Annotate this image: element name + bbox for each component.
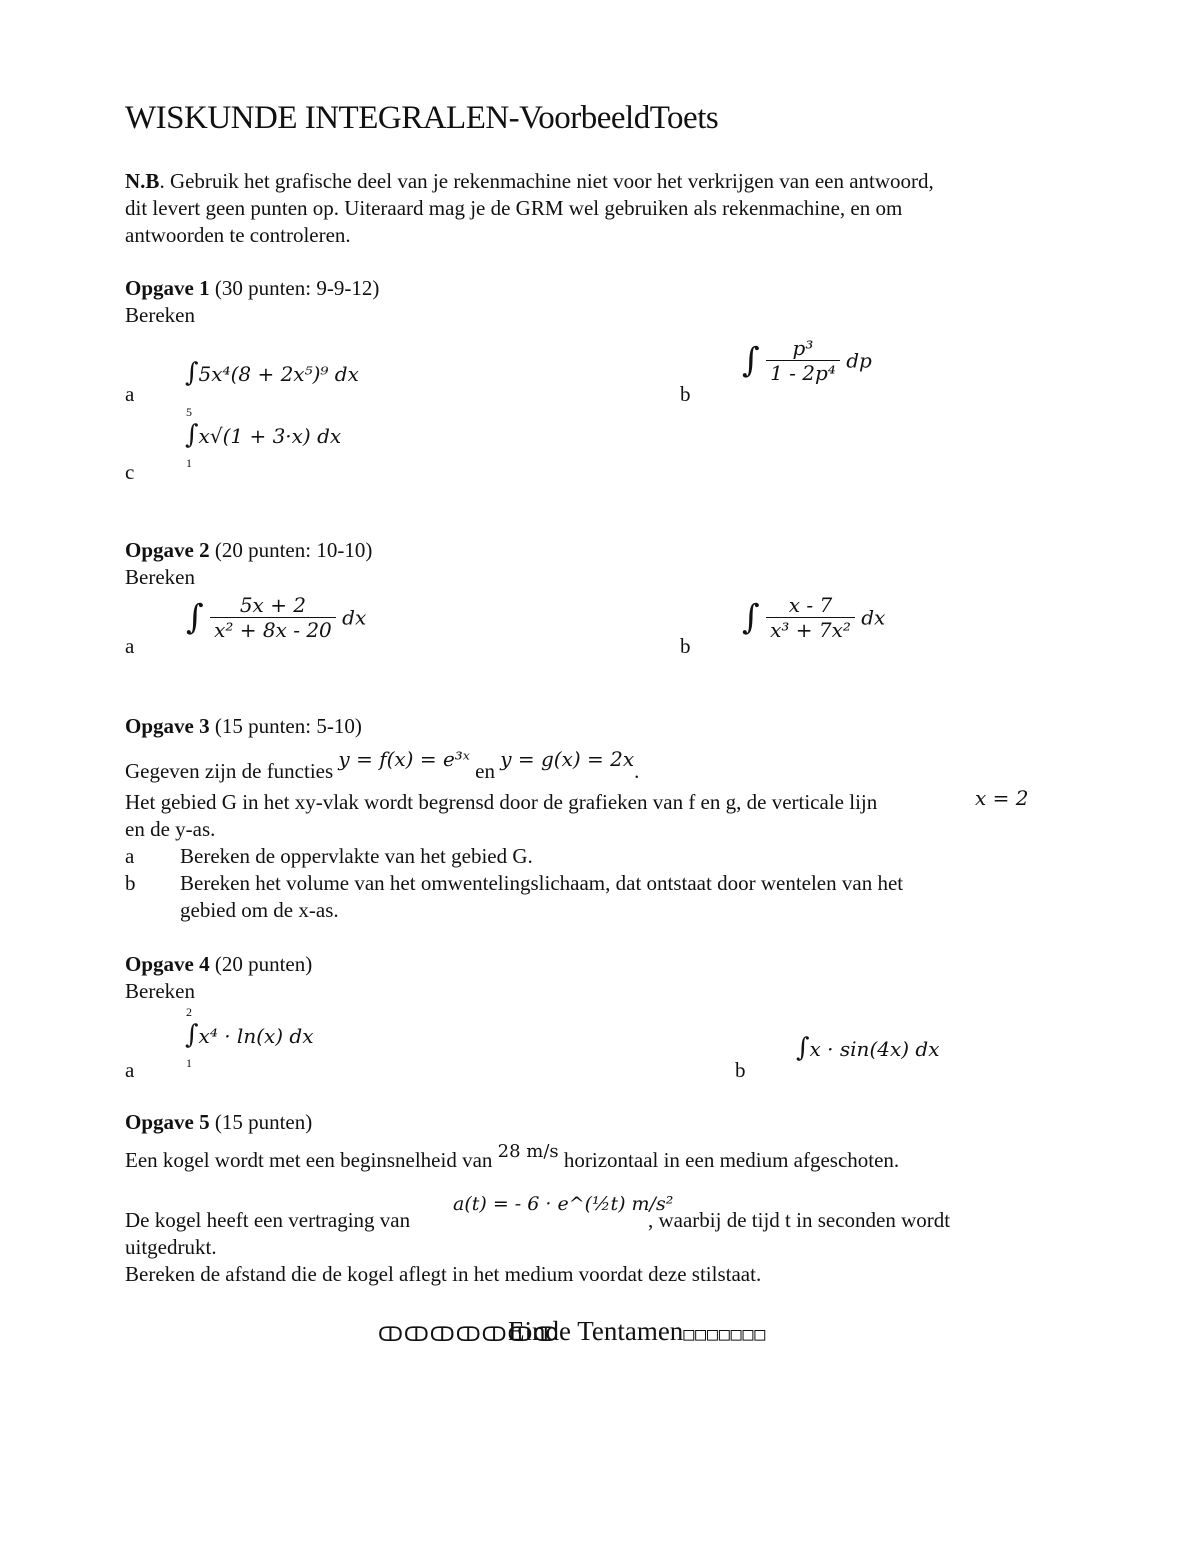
nb-line-3: antwoorden te controleren.	[125, 223, 351, 247]
opgave5-line1-end: horizontaal in een medium afgeschoten.	[563, 1148, 900, 1172]
opgave1-label-c: c	[125, 460, 135, 484]
opgave2-b-fraction	[766, 593, 855, 642]
opgave1-b-integral	[742, 336, 872, 385]
opgave3-qb-2: gebied om de x-as.	[180, 898, 339, 922]
opgave5-line4: Bereken de afstand die de kogel aflegt in het medium voordat deze stilstaat.	[125, 1262, 762, 1286]
opgave4-a-expression: x⁴ · ln(x) dx	[198, 1024, 314, 1048]
footer-end-text	[508, 1316, 766, 1347]
opgave2-label-b: b	[680, 634, 691, 658]
opgave2-a-fraction	[210, 593, 336, 642]
opgave4-label-a: a	[125, 1058, 135, 1082]
footer-right-decoration: □□□□□□□	[683, 1324, 767, 1345]
nb-line-1	[125, 168, 934, 195]
page-title: WISKUNDE INTEGRALEN-VoorbeeldToets	[125, 100, 719, 136]
opgave3-line1	[125, 747, 640, 785]
opgave4-instruction: Bereken	[125, 979, 195, 1003]
opgave2-b-numerator: x - 7	[766, 593, 855, 618]
opgave2-b-integral	[742, 593, 885, 642]
opgave5-speed: 28 m/s	[497, 1141, 559, 1162]
opgave2-points: (20 punten: 10-10)	[209, 538, 373, 562]
integral-sign-icon: ∫	[796, 1033, 810, 1063]
opgave5-line2-post: , waarbij de tijd t in seconden wordt	[648, 1208, 951, 1232]
opgave3-line-equation: x = 2	[975, 786, 1029, 810]
opgave1-b-fraction	[766, 336, 840, 385]
opgave4-b-expression: x · sin(4x) dx	[809, 1037, 940, 1061]
integral-sign-icon: ∫	[186, 597, 204, 638]
opgave3-line2: Het gebied G in het xy-vlak wordt begrensd door de grafieken van f en g, de verticale lijn	[125, 790, 878, 814]
opgave3-line3: en de y-as.	[125, 817, 216, 841]
opgave3-heading	[125, 713, 362, 740]
opgave5-line3: uitgedrukt.	[125, 1235, 217, 1259]
opgave5-line1-text: Een kogel wordt met een beginsnelheid van	[125, 1148, 498, 1172]
integral-sign-icon: ∫	[185, 420, 199, 450]
opgave1-a-integral	[185, 358, 359, 388]
opgave1-b-differential: dp	[846, 348, 872, 373]
opgave2-a-denominator: x² + 8x - 20	[214, 618, 332, 642]
opgave1-label-a: a	[125, 382, 135, 406]
nb-line-2: dit levert geen punten op. Uiteraard mag je de GRM wel gebruiken als rekenmachine, en om	[125, 196, 903, 220]
opgave4-points: (20 punten)	[209, 952, 313, 976]
opgave1-a-expression: 5x⁴(8 + 2x⁵)⁹ dx	[198, 362, 359, 386]
opgave5-heading	[125, 1109, 312, 1136]
integral-sign-icon: ∫	[742, 340, 760, 381]
integral-sign-icon: ∫	[185, 358, 199, 388]
opgave1-c-lower-limit: 1	[186, 456, 192, 470]
opgave1-c-expression: x√(1 + 3·x) dx	[198, 424, 342, 448]
opgave3-qb-label: b	[125, 871, 136, 895]
opgave4-label-b: b	[735, 1058, 746, 1082]
opgave2-a-integral	[186, 593, 366, 642]
opgave4-title: Opgave 4	[125, 952, 210, 976]
opgave3-en: en	[475, 759, 501, 783]
opgave2-title: Opgave 2	[125, 538, 210, 562]
opgave1-c-integral	[185, 420, 341, 450]
opgave2-label-a: a	[125, 634, 135, 658]
opgave5-title: Opgave 5	[125, 1110, 210, 1134]
opgave2-b-denominator: x³ + 7x²	[770, 618, 851, 642]
opgave3-points: (15 punten: 5-10)	[209, 714, 362, 738]
opgave5-line2-pre: De kogel heeft een vertraging van	[125, 1208, 411, 1232]
opgave3-g-expression: y = g(x) = 2x	[500, 747, 635, 771]
opgave3-period: .	[634, 759, 640, 783]
opgave2-b-differential: dx	[861, 605, 886, 630]
opgave5-points: (15 punten)	[209, 1110, 313, 1134]
opgave5-line1	[125, 1141, 900, 1175]
opgave1-b-denominator: 1 - 2p⁴	[770, 361, 836, 385]
opgave2-a-numerator: 5x + 2	[210, 593, 336, 618]
opgave1-label-b: b	[680, 382, 691, 406]
opgave3-line1-text: Gegeven zijn de functies	[125, 759, 339, 783]
opgave4-a-upper-limit: 2	[186, 1005, 192, 1019]
opgave1-points: (30 punten: 9-9-12)	[209, 276, 380, 300]
opgave1-c-upper-limit: 5	[186, 405, 192, 419]
opgave2-instruction: Bereken	[125, 565, 195, 589]
opgave1-heading	[125, 275, 379, 302]
opgave4-a-lower-limit: 1	[186, 1056, 192, 1070]
opgave1-title: Opgave 1	[125, 276, 210, 300]
footer-text: Einde Tentamen	[508, 1316, 684, 1346]
integral-sign-icon: ∫	[742, 597, 760, 638]
nb-text-1: . Gebruik het grafische deel van je rekenmachine niet voor het verkrijgen van een antwoord,	[159, 169, 934, 193]
opgave2-heading	[125, 537, 372, 564]
footer-left-decoration: ↀↀↀↀↀↀↀ	[378, 1322, 560, 1346]
opgave5-acceleration: a(t) = - 6 · e^(½t) m/s²	[453, 1193, 674, 1215]
opgave4-b-integral	[796, 1033, 940, 1063]
opgave3-qa: Bereken de oppervlakte van het gebied G.	[180, 844, 533, 868]
opgave4-heading	[125, 951, 312, 978]
opgave3-qb-1: Bereken het volume van het omwentelingslichaam, dat ontstaat door wentelen van het	[180, 871, 904, 895]
opgave1-b-numerator: p³	[766, 336, 840, 361]
opgave3-qa-label: a	[125, 844, 135, 868]
opgave3-title: Opgave 3	[125, 714, 210, 738]
integral-sign-icon: ∫	[185, 1020, 199, 1050]
opgave1-instruction: Bereken	[125, 303, 195, 327]
opgave3-f-expression: y = f(x) = e³ˣ	[338, 747, 470, 771]
opgave2-a-differential: dx	[342, 605, 367, 630]
nb-label: N.B	[125, 169, 160, 193]
opgave4-a-integral	[185, 1020, 314, 1050]
